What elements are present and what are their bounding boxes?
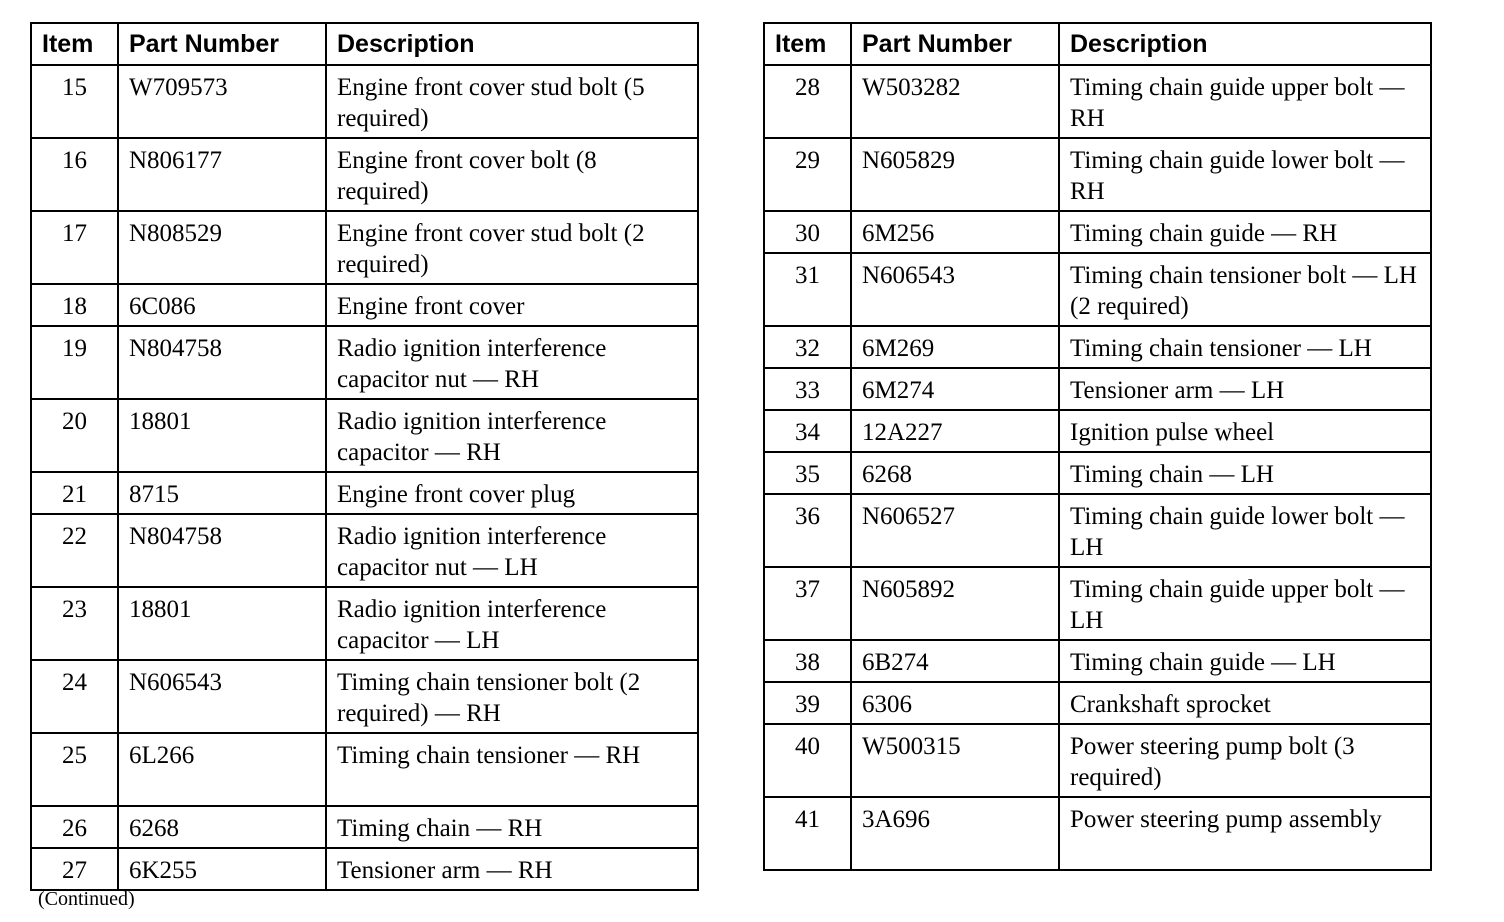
table-row <box>764 326 1431 368</box>
item-cell: 21 <box>31 472 118 514</box>
table-row <box>31 65 698 138</box>
parts-table-right <box>763 22 1432 871</box>
table-row <box>764 640 1431 682</box>
table-row <box>764 211 1431 253</box>
description-cell: Engine front cover <box>326 284 698 326</box>
item-cell: 28 <box>764 65 851 138</box>
description-cell: Power steering pump assembly <box>1059 797 1431 870</box>
part-number-cell: 8715 <box>118 472 326 514</box>
table-row <box>31 326 698 399</box>
table-header-row <box>764 23 1431 65</box>
item-cell: 38 <box>764 640 851 682</box>
part-number-cell: N606543 <box>851 253 1059 326</box>
item-cell: 32 <box>764 326 851 368</box>
table-row <box>764 567 1431 640</box>
part-number-cell: 6B274 <box>851 640 1059 682</box>
item-cell: 30 <box>764 211 851 253</box>
part-number-cell: W503282 <box>851 65 1059 138</box>
table-row <box>31 660 698 733</box>
part-number-cell: 6M274 <box>851 368 1059 410</box>
part-number-cell: 6M269 <box>851 326 1059 368</box>
description-cell: Timing chain guide — LH <box>1059 640 1431 682</box>
table-row <box>31 733 698 806</box>
table-row <box>764 253 1431 326</box>
description-cell: Engine front cover stud bolt (5 required) <box>326 65 698 138</box>
item-cell: 18 <box>31 284 118 326</box>
item-cell: 31 <box>764 253 851 326</box>
continued-note: (Continued) <box>38 888 135 910</box>
column-header-part-number: Part Number <box>118 23 326 65</box>
table-row <box>31 472 698 514</box>
item-cell: 24 <box>31 660 118 733</box>
table-row <box>764 724 1431 797</box>
description-cell: Engine front cover plug <box>326 472 698 514</box>
description-cell: Ignition pulse wheel <box>1059 410 1431 452</box>
table-row <box>31 514 698 587</box>
description-cell: Radio ignition interference capacitor — LH <box>326 587 698 660</box>
description-cell: Crankshaft sprocket <box>1059 682 1431 724</box>
part-number-cell: 6L266 <box>118 733 326 806</box>
item-cell: 25 <box>31 733 118 806</box>
table-row <box>764 368 1431 410</box>
part-number-cell: 6268 <box>118 806 326 848</box>
description-cell: Timing chain tensioner bolt (2 required) — RH <box>326 660 698 733</box>
column-header-part-number: Part Number <box>851 23 1059 65</box>
table-row <box>764 65 1431 138</box>
item-cell: 23 <box>31 587 118 660</box>
part-number-cell: 6M256 <box>851 211 1059 253</box>
description-cell: Timing chain guide lower bolt — LH <box>1059 494 1431 567</box>
description-cell: Engine front cover bolt (8 required) <box>326 138 698 211</box>
description-cell: Timing chain — LH <box>1059 452 1431 494</box>
table-row <box>764 410 1431 452</box>
column-header-description: Description <box>326 23 698 65</box>
table-row <box>31 284 698 326</box>
description-cell: Timing chain guide upper bolt — LH <box>1059 567 1431 640</box>
table-row <box>764 797 1431 870</box>
table-row <box>31 138 698 211</box>
item-cell: 41 <box>764 797 851 870</box>
table-header-row <box>31 23 698 65</box>
part-number-cell: 12A227 <box>851 410 1059 452</box>
item-cell: 34 <box>764 410 851 452</box>
table-row <box>764 682 1431 724</box>
part-number-cell: 6C086 <box>118 284 326 326</box>
item-cell: 39 <box>764 682 851 724</box>
table-row <box>31 806 698 848</box>
parts-table-left <box>30 22 699 891</box>
description-cell: Power steering pump bolt (3 required) <box>1059 724 1431 797</box>
column-header-description: Description <box>1059 23 1431 65</box>
item-cell: 29 <box>764 138 851 211</box>
part-number-cell: N804758 <box>118 326 326 399</box>
item-cell: 15 <box>31 65 118 138</box>
item-cell: 36 <box>764 494 851 567</box>
part-number-cell: N605892 <box>851 567 1059 640</box>
part-number-cell: 18801 <box>118 399 326 472</box>
item-cell: 20 <box>31 399 118 472</box>
part-number-cell: 18801 <box>118 587 326 660</box>
part-number-cell: N606543 <box>118 660 326 733</box>
part-number-cell: N808529 <box>118 211 326 284</box>
part-number-cell: 3A696 <box>851 797 1059 870</box>
description-cell: Timing chain tensioner — RH <box>326 733 698 806</box>
item-cell: 35 <box>764 452 851 494</box>
table-row <box>31 211 698 284</box>
description-cell: Timing chain guide upper bolt — RH <box>1059 65 1431 138</box>
table-row <box>764 138 1431 211</box>
item-cell: 26 <box>31 806 118 848</box>
item-cell: 22 <box>31 514 118 587</box>
item-cell: 19 <box>31 326 118 399</box>
description-cell: Radio ignition interference capacitor nut — LH <box>326 514 698 587</box>
item-cell: 33 <box>764 368 851 410</box>
table-row <box>764 494 1431 567</box>
part-number-cell: N606527 <box>851 494 1059 567</box>
description-cell: Tensioner arm — RH <box>326 848 698 890</box>
item-cell: 16 <box>31 138 118 211</box>
item-cell: 40 <box>764 724 851 797</box>
column-header-item: Item <box>31 23 118 65</box>
part-number-cell: N804758 <box>118 514 326 587</box>
description-cell: Engine front cover stud bolt (2 required) <box>326 211 698 284</box>
table-row <box>31 399 698 472</box>
part-number-cell: N605829 <box>851 138 1059 211</box>
description-cell: Tensioner arm — LH <box>1059 368 1431 410</box>
table-row <box>31 587 698 660</box>
description-cell: Timing chain guide — RH <box>1059 211 1431 253</box>
description-cell: Timing chain guide lower bolt — RH <box>1059 138 1431 211</box>
part-number-cell: W500315 <box>851 724 1059 797</box>
table-row <box>764 452 1431 494</box>
item-cell: 17 <box>31 211 118 284</box>
part-number-cell: 6268 <box>851 452 1059 494</box>
column-header-item: Item <box>764 23 851 65</box>
description-cell: Timing chain tensioner — LH <box>1059 326 1431 368</box>
item-cell: 37 <box>764 567 851 640</box>
part-number-cell: W709573 <box>118 65 326 138</box>
table-row <box>31 848 698 890</box>
item-cell: 27 <box>31 848 118 890</box>
part-number-cell: 6306 <box>851 682 1059 724</box>
part-number-cell: N806177 <box>118 138 326 211</box>
description-cell: Radio ignition interference capacitor — RH <box>326 399 698 472</box>
description-cell: Timing chain — RH <box>326 806 698 848</box>
description-cell: Radio ignition interference capacitor nut — RH <box>326 326 698 399</box>
description-cell: Timing chain tensioner bolt — LH (2 required) <box>1059 253 1431 326</box>
part-number-cell: 6K255 <box>118 848 326 890</box>
